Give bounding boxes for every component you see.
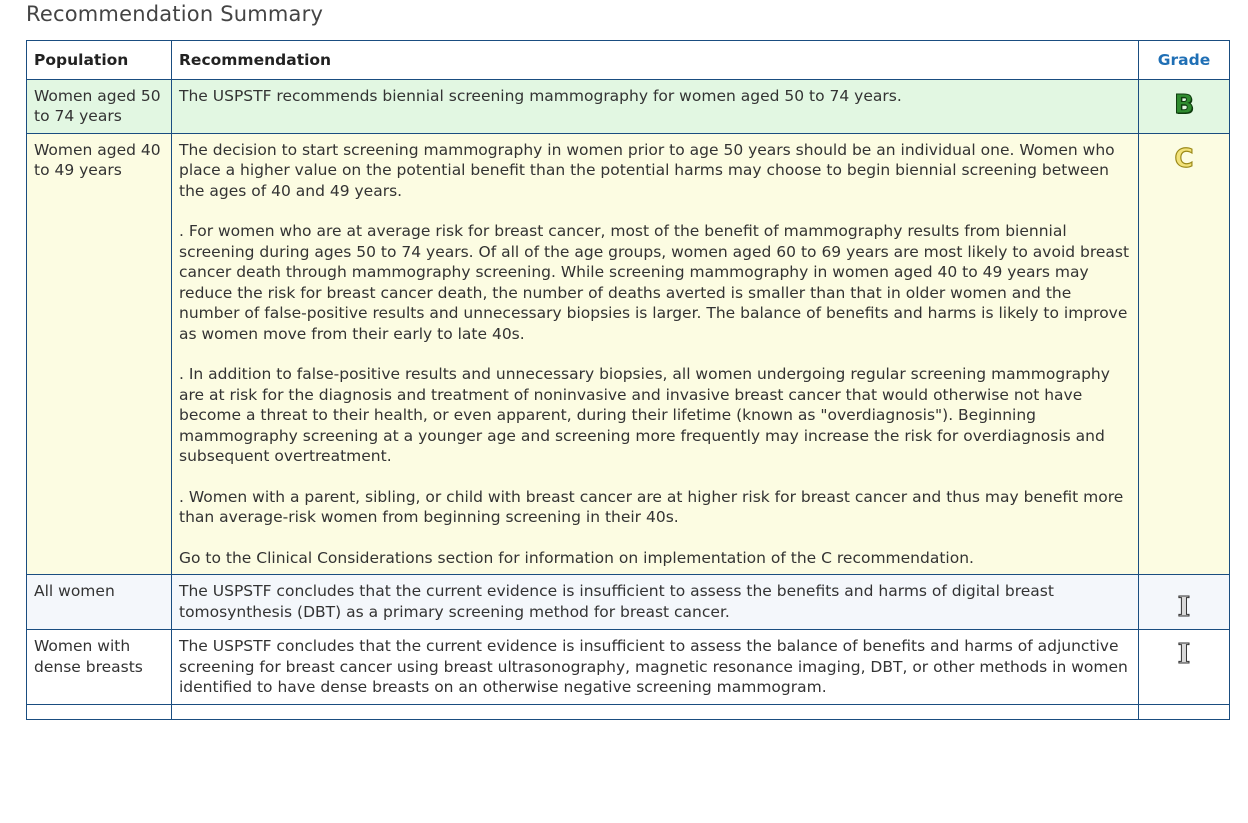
table-header-row bbox=[27, 41, 1230, 80]
grade-i-icon[interactable]: I bbox=[1177, 639, 1192, 670]
recommendation-text: . In addition to false-positive results and unnecessary biopsies, all women undergoing regular screening mammography are at risk for the diagnosis and treatment of noninvasive and invasive breast cancer that would otherwise not have become a threat to their health, or even apparent, during their lifetime (known as "overdiagnosis"). Beginning mammography screening at a younger age and screening more frequently may increase the risk for overdiagnosis and subsequent overtreatment. bbox=[179, 365, 1110, 465]
population-column-header: Population bbox=[27, 41, 172, 80]
recommendation-text: . Women with a parent, sibling, or child with breast cancer are at higher risk for breast cancer and thus may benefit more than average-risk women from beginning screening in their 40s. bbox=[179, 487, 1124, 526]
recommendation-cell bbox=[172, 630, 1139, 705]
recommendation-cell bbox=[172, 133, 1139, 575]
grade-cell bbox=[1139, 133, 1230, 575]
grade-cell bbox=[1139, 575, 1230, 630]
table-row bbox=[27, 630, 1230, 705]
recommendation-cell bbox=[172, 575, 1139, 630]
recommendation-summary-table bbox=[26, 40, 1230, 720]
population-cell: Women aged 50 to 74 years bbox=[27, 79, 172, 133]
grade-i-icon[interactable]: I bbox=[1177, 592, 1192, 623]
page-title: Recommendation Summary bbox=[26, 2, 324, 26]
recommendation-text: . For women who are at average risk for breast cancer, most of the benefit of mammography results from biennial screening during ages 50 to 74 years. Of all of the age groups, women aged 60 to 69 years are most likely to avoid breast cancer death through mammography screening. While screening mammography in women aged 40 to 49 years may reduce the risk for breast cancer death, the number of deaths averted is smaller than that in older women and the number of false-positive results and unnecessary biopsies is larger. The balance of benefits and harms is likely to improve as women move from their early to late 40s. bbox=[179, 222, 1130, 343]
recommendation-text: Go to the Clinical Considerations section for information on implementation of the C recommendation. bbox=[179, 548, 974, 567]
recommendation-column-header: Recommendation bbox=[172, 41, 1139, 80]
table-row-partial bbox=[27, 704, 1230, 719]
population-cell bbox=[27, 704, 172, 719]
recommendation-cell bbox=[172, 79, 1139, 133]
grade-column-header[interactable]: Grade bbox=[1139, 41, 1230, 80]
table-row bbox=[27, 133, 1230, 575]
table-row bbox=[27, 79, 1230, 133]
population-cell: Women with dense breasts bbox=[27, 630, 172, 705]
grade-b-icon[interactable]: B bbox=[1174, 89, 1195, 120]
population-cell: All women bbox=[27, 575, 172, 630]
population-cell: Women aged 40 to 49 years bbox=[27, 133, 172, 575]
grade-c-icon[interactable]: C bbox=[1174, 143, 1195, 174]
grade-cell bbox=[1139, 704, 1230, 719]
recommendation-cell bbox=[172, 704, 1139, 719]
grade-cell bbox=[1139, 630, 1230, 705]
recommendation-text: The USPSTF concludes that the current evidence is insufficient to assess the benefits and harms of digital breast tomosynthesis (DBT) as a primary screening method for breast cancer. bbox=[179, 582, 1054, 621]
recommendation-text: The USPSTF concludes that the current evidence is insufficient to assess the balance of benefits and harms of adjunctive screening for breast cancer using breast ultrasonography, magnetic resonance imaging, DBT, or other methods in women identified to have dense breasts on an otherwise negative screening mammogram. bbox=[179, 637, 1128, 696]
table-row bbox=[27, 575, 1230, 630]
recommendation-text: The USPSTF recommends biennial screening mammography for women aged 50 to 74 years. bbox=[179, 86, 902, 105]
recommendation-text: The decision to start screening mammography in women prior to age 50 years should be an individual one. Women who place a higher value on the potential benefit than the potential harms may choose to begin biennial screening between the ages of 40 and 49 years. bbox=[179, 140, 1115, 200]
grade-cell bbox=[1139, 79, 1230, 133]
